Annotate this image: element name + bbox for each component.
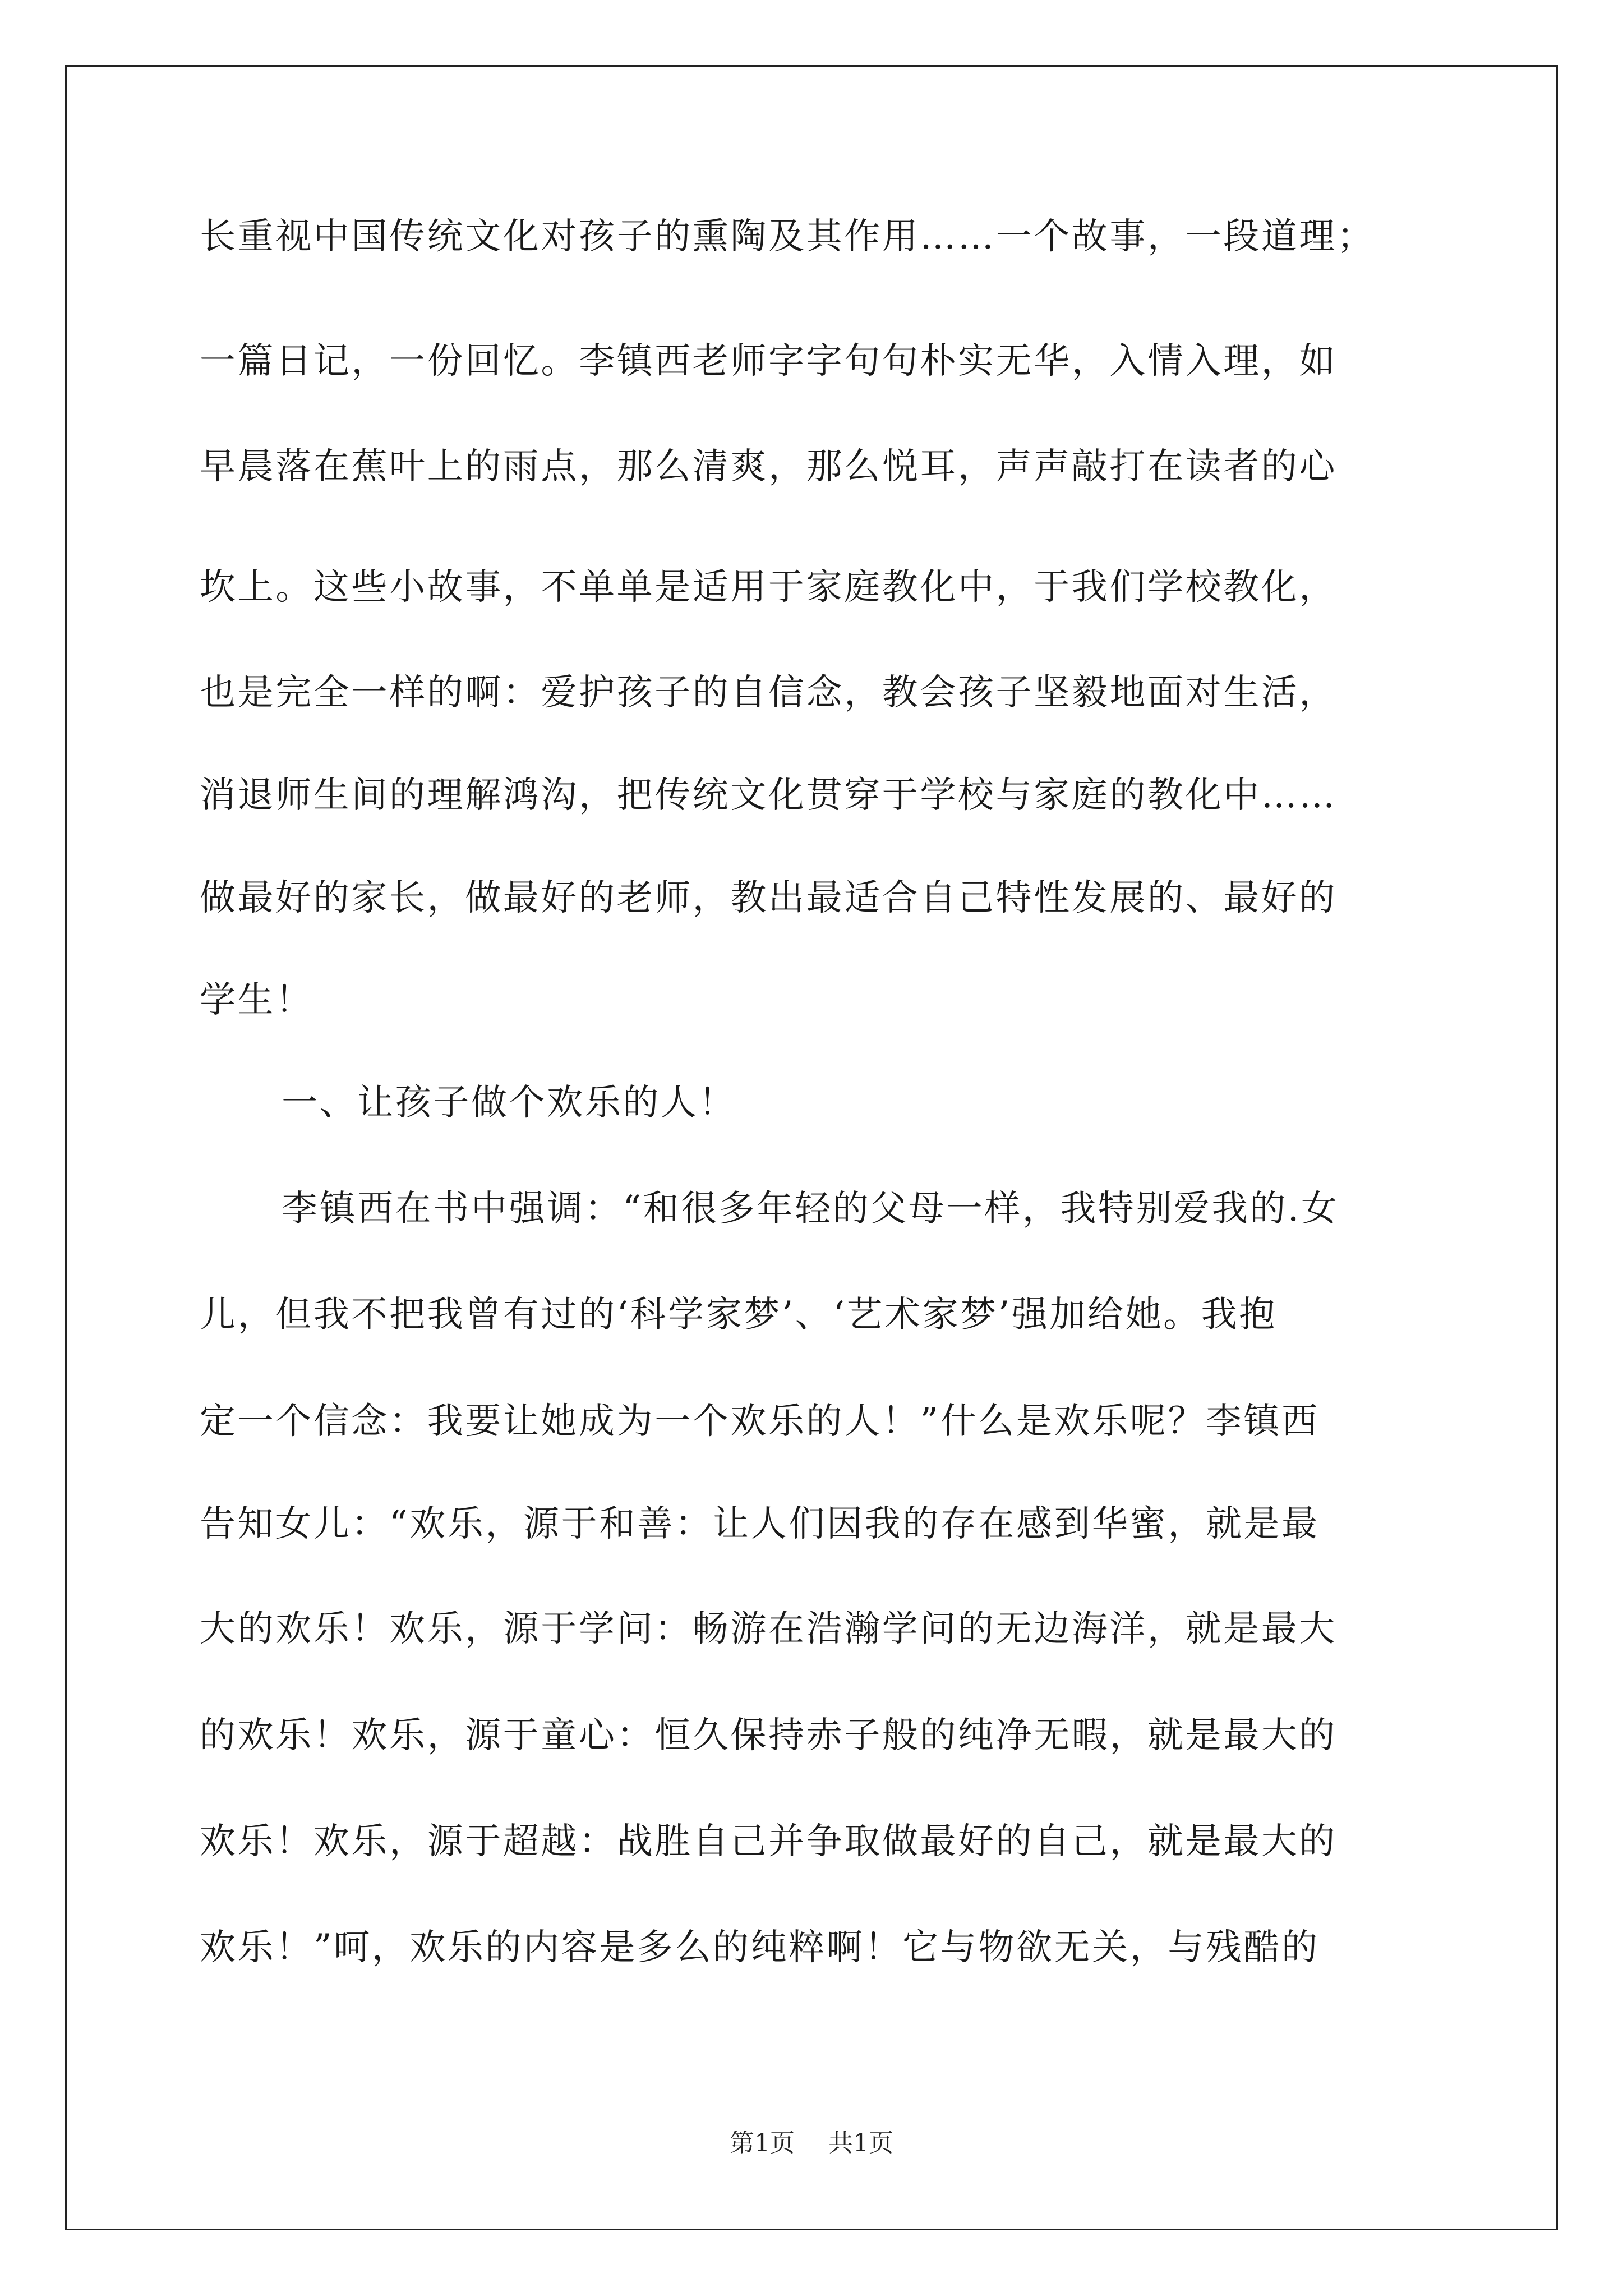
text-line: 定一个信念：我要让她成为一个欢乐的人！”什么是欢乐呢？李镇西 — [200, 1401, 1320, 1442]
text-line: 做最好的家长，做最好的老师，教出最适合自己特性发展的、最好的 — [200, 877, 1337, 919]
text-line: 告知女儿：“欢乐，源于和善：让人们因我的存在感到华蜜，就是最 — [200, 1503, 1320, 1545]
text-line: 一篇日记，一份回忆。李镇西老师字字句句朴实无华，入情入理，如 — [200, 341, 1337, 382]
text-line: 大的欢乐！欢乐，源于学问：畅游在浩瀚学问的无边海洋，就是最大 — [200, 1608, 1337, 1650]
text-line: 的欢乐！欢乐，源于童心：恒久保持赤子般的纯净无暇，就是最大的 — [200, 1715, 1337, 1756]
text-line: 坎上。这些小故事，不单单是适用于家庭教化中，于我们学校教化， — [200, 567, 1337, 608]
text-line: 欢乐！欢乐，源于超越：战胜自己并争取做最好的自己，就是最大的 — [200, 1821, 1337, 1862]
text-line: 早晨落在蕉叶上的雨点，那么清爽，那么悦耳，声声敲打在读者的心 — [200, 446, 1337, 487]
text-line: 也是完全一样的啊：爱护孩子的自信念，教会孩子坚毅地面对生活， — [200, 672, 1337, 714]
page-border — [65, 65, 1558, 2230]
text-line: 李镇西在书中强调：“和很多年轻的父母一样，我特别爱我的.女 — [282, 1188, 1339, 1230]
page-total: 共1页 — [828, 2129, 893, 2157]
text-line: 欢乐！”呵，欢乐的内容是多么的纯粹啊！它与物欲无关，与残酷的 — [200, 1927, 1320, 1968]
section-heading: 一、让孩子做个欢乐的人！ — [282, 1082, 737, 1124]
text-line: 儿，但我不把我曾有过的‘科学家梦’、‘艺术家梦’强加给她。我抱 — [200, 1294, 1277, 1336]
page-number: 第1页 — [730, 2129, 795, 2157]
page-footer — [0, 2131, 1623, 2156]
text-line: 长重视中国传统文化对孩子的熏陶及其作用……一个故事，一段道理； — [200, 216, 1375, 257]
text-line: 消退师生间的理解鸿沟，把传统文化贯穿于学校与家庭的教化中…… — [200, 775, 1337, 816]
text-line: 学生！ — [200, 979, 313, 1021]
